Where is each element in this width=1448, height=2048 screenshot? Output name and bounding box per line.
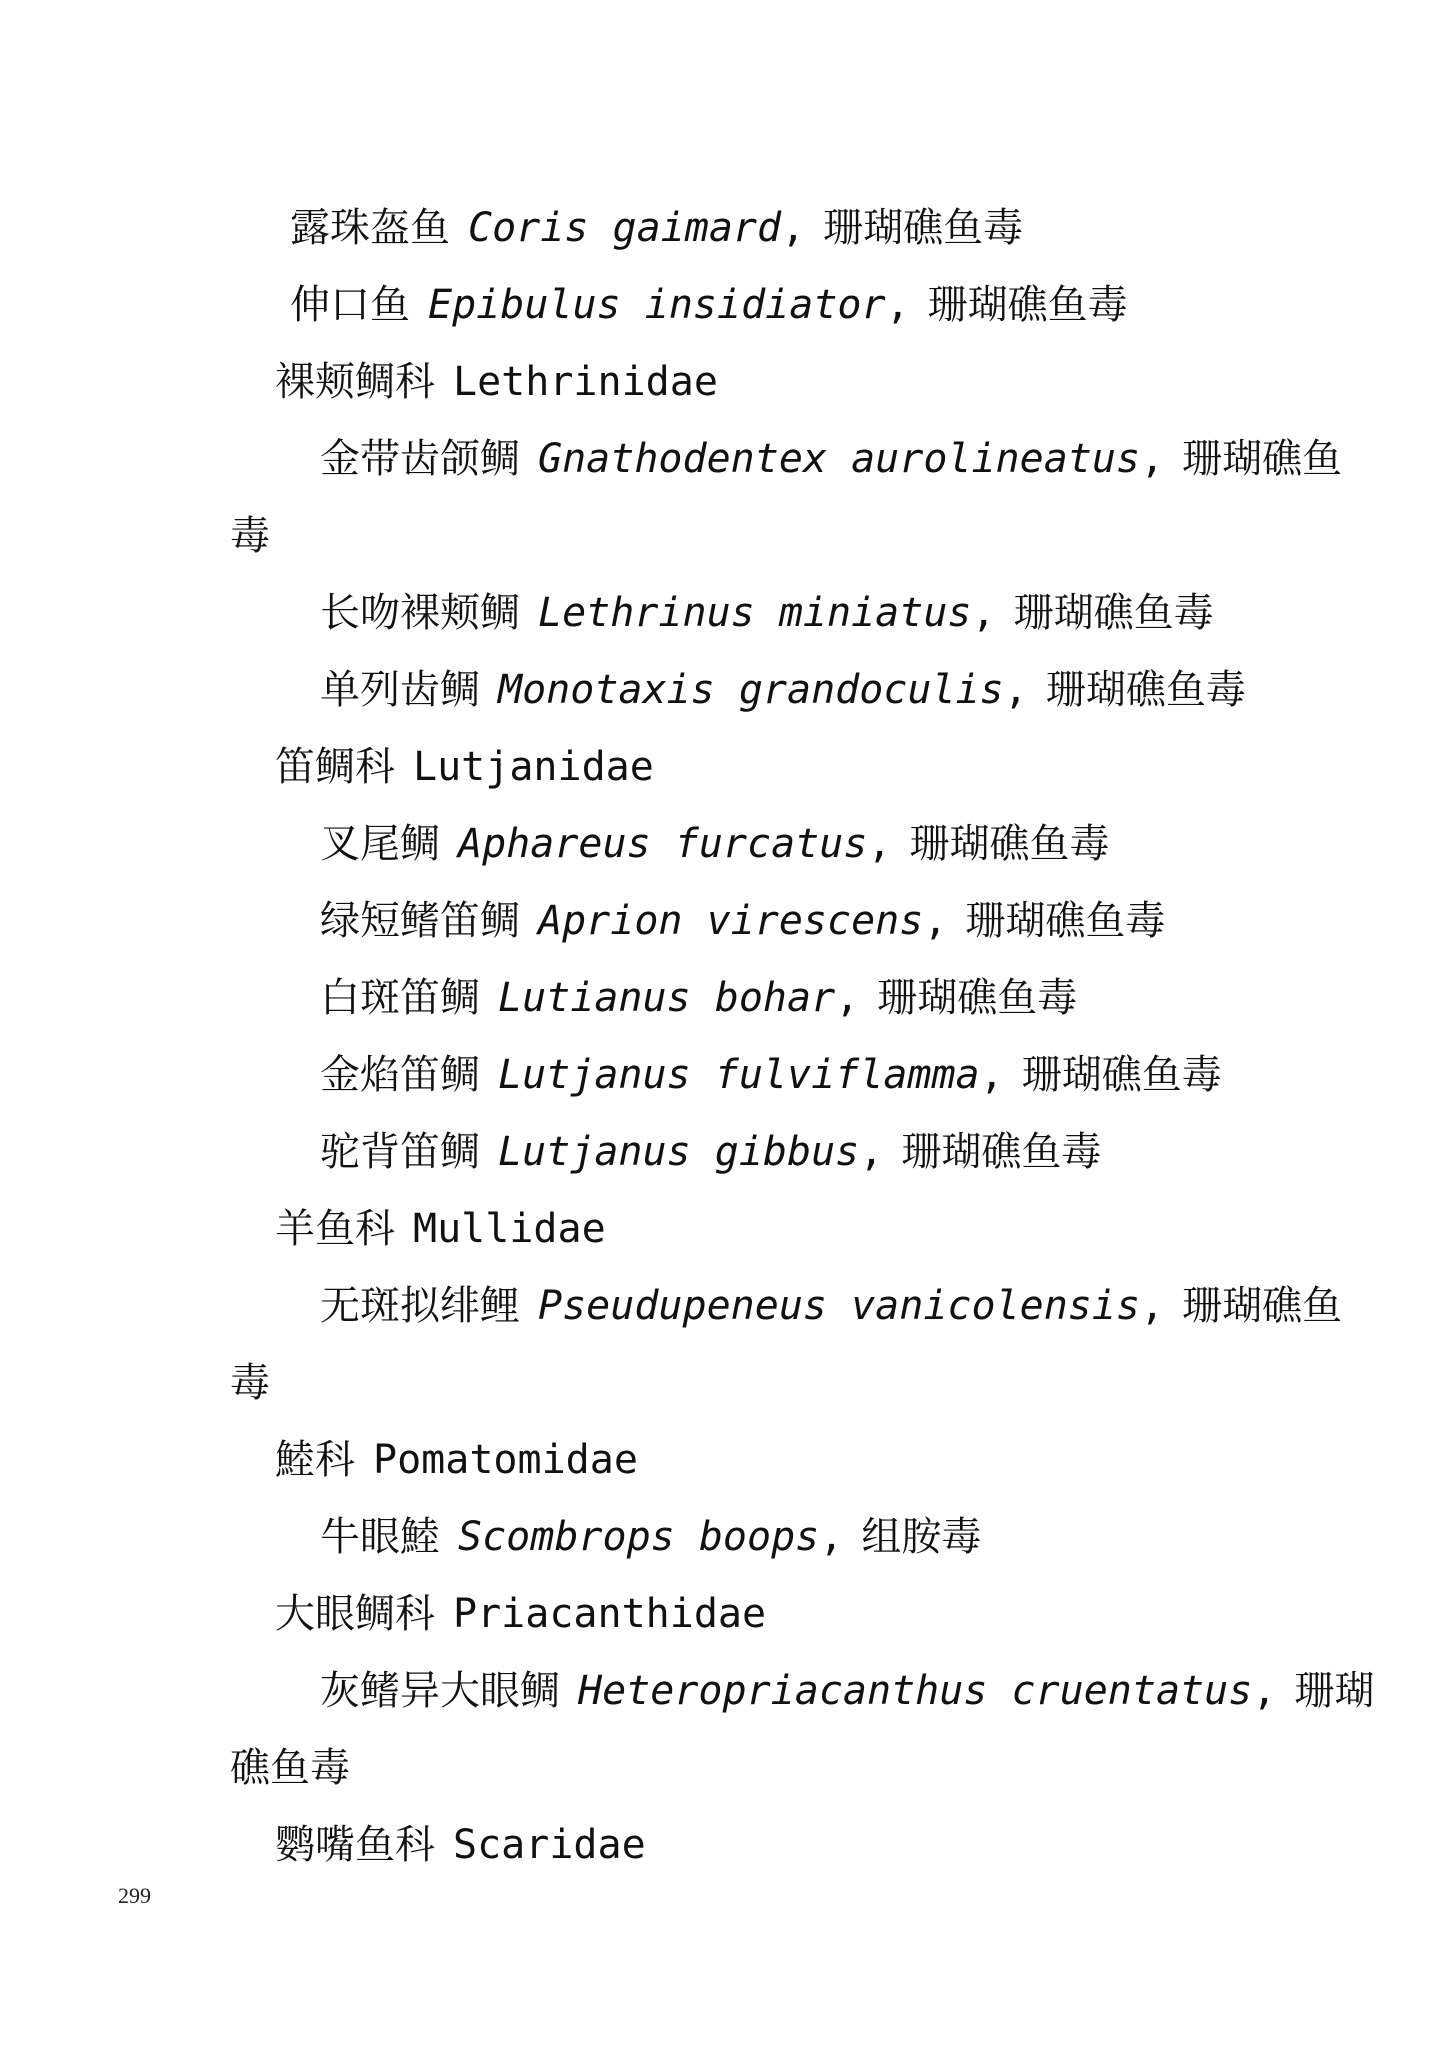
separator: ,: [979, 1052, 1004, 1098]
separator: ,: [819, 1514, 844, 1560]
species-latin-name: Gnathodentex aurolineatus: [538, 436, 1141, 482]
species-chinese-name: 牛眼鯥: [320, 1514, 440, 1560]
species-line: [0, 276, 1128, 334]
toxin-type: 珊瑚礁鱼毒: [965, 898, 1166, 944]
toxin-type: 珊瑚: [1294, 1668, 1375, 1714]
species-latin-name: Lethrinus miniatus: [538, 590, 972, 636]
family-latin-name: Lutjanidae: [413, 744, 654, 790]
toxin-type: 珊瑚礁鱼毒: [877, 975, 1078, 1021]
toxin-type-continued: 礁鱼毒: [230, 1745, 350, 1791]
family-chinese-name: 羊鱼科: [275, 1206, 395, 1252]
separator: ,: [859, 1129, 884, 1175]
family-heading: [0, 1431, 638, 1489]
species-latin-name: Scombrops boops: [458, 1514, 820, 1560]
toxin-type: 珊瑚礁鱼毒: [823, 205, 1024, 251]
species-chinese-name: 金带齿颌鲷: [320, 436, 520, 482]
toxin-type: 珊瑚礁鱼: [1182, 436, 1343, 482]
separator: ,: [867, 821, 892, 867]
separator: ,: [781, 205, 806, 251]
species-chinese-name: 绿短鳍笛鲷: [320, 898, 520, 944]
family-heading: [0, 353, 718, 411]
separator: ,: [1003, 667, 1028, 713]
species-latin-name: Pseudupeneus vanicolensis: [538, 1283, 1141, 1329]
species-latin-name: Lutianus bohar: [498, 975, 836, 1021]
continuation-line: [0, 507, 270, 565]
toxin-type: 珊瑚礁鱼毒: [1021, 1052, 1222, 1098]
species-latin-name: Lutjanus fulviflamma: [498, 1052, 980, 1098]
family-chinese-name: 笛鲷科: [275, 744, 395, 790]
species-line: [0, 892, 1165, 950]
separator: ,: [923, 898, 948, 944]
species-chinese-name: 白斑笛鲷: [320, 975, 480, 1021]
species-chinese-name: 无斑拟绯鲤: [320, 1283, 520, 1329]
family-heading: [0, 1816, 646, 1874]
family-chinese-name: 裸颊鲷科: [275, 359, 435, 405]
toxin-type: 珊瑚礁鱼毒: [909, 821, 1110, 867]
toxin-type: 珊瑚礁鱼毒: [901, 1129, 1102, 1175]
toxin-type-continued: 毒: [230, 1360, 270, 1406]
species-line: [0, 584, 1214, 642]
page-number: 299: [118, 1883, 151, 1908]
species-line: [0, 1123, 1101, 1181]
species-latin-name: Monotaxis grandoculis: [498, 667, 1004, 713]
species-chinese-name: 单列齿鲷: [320, 667, 480, 713]
separator: ,: [1140, 1283, 1165, 1329]
species-chinese-name: 叉尾鲷: [320, 821, 440, 867]
toxin-type: 珊瑚礁鱼毒: [1045, 667, 1246, 713]
continuation-line: [0, 1354, 270, 1412]
species-latin-name: Aprion virescens: [538, 898, 924, 944]
family-chinese-name: 大眼鲷科: [275, 1591, 435, 1637]
family-latin-name: Priacanthidae: [453, 1591, 767, 1637]
toxin-type-continued: 毒: [230, 513, 270, 559]
species-chinese-name: 伸口鱼: [290, 282, 410, 328]
toxin-type: 珊瑚礁鱼毒: [1013, 590, 1214, 636]
toxin-type: 组胺毒: [861, 1514, 982, 1560]
toxin-type: 珊瑚礁鱼毒: [927, 282, 1128, 328]
species-latin-name: Aphareus furcatus: [458, 821, 868, 867]
separator: ,: [1140, 436, 1165, 482]
family-latin-name: Pomatomidae: [373, 1437, 638, 1483]
continuation-line: [0, 1739, 350, 1797]
species-line: [0, 815, 1110, 873]
family-chinese-name: 鹦嘴鱼科: [275, 1822, 435, 1868]
species-chinese-name: 驼背笛鲷: [320, 1129, 480, 1175]
separator: ,: [1252, 1668, 1277, 1714]
separator: ,: [971, 590, 996, 636]
species-latin-name: Coris gaimard: [468, 205, 782, 251]
family-heading: [0, 1200, 606, 1258]
species-line: [0, 1277, 1342, 1335]
family-latin-name: Mullidae: [413, 1206, 606, 1252]
separator: ,: [835, 975, 860, 1021]
family-heading: [0, 738, 654, 796]
species-line: [0, 1046, 1222, 1104]
toxin-type: 珊瑚礁鱼: [1182, 1283, 1343, 1329]
family-latin-name: Scaridae: [453, 1822, 646, 1868]
species-latin-name: Heteropriacanthus cruentatus: [578, 1668, 1253, 1714]
species-line: [0, 430, 1342, 488]
separator: ,: [885, 282, 910, 328]
family-chinese-name: 鯥科: [275, 1437, 355, 1483]
species-chinese-name: 露珠盔鱼: [290, 205, 450, 251]
species-line: [0, 1662, 1374, 1720]
species-latin-name: Epibulus insidiator: [428, 282, 886, 328]
species-line: [0, 969, 1077, 1027]
family-heading: [0, 1585, 766, 1643]
species-chinese-name: 灰鳍异大眼鲷: [320, 1668, 560, 1714]
species-line: [0, 1508, 981, 1566]
species-line: [0, 661, 1246, 719]
family-latin-name: Lethrinidae: [453, 359, 718, 405]
species-chinese-name: 金焰笛鲷: [320, 1052, 480, 1098]
species-line: [0, 199, 1023, 257]
species-latin-name: Lutjanus gibbus: [498, 1129, 860, 1175]
species-chinese-name: 长吻裸颊鲷: [320, 590, 520, 636]
